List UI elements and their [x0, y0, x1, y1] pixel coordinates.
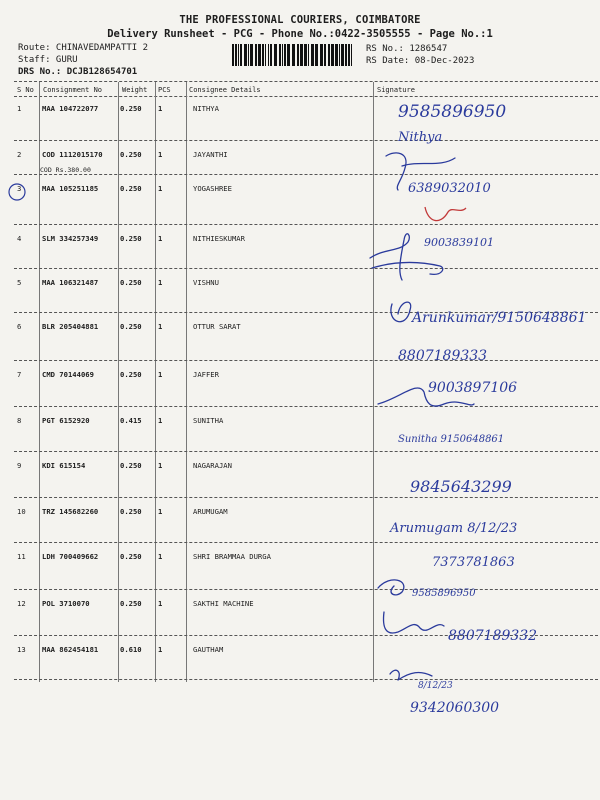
sig-phone: 8807189332 — [448, 628, 538, 644]
signature-scribble — [384, 612, 444, 633]
row-consignment: CMD 70144069 — [42, 370, 94, 379]
row-weight: 0.250 — [120, 370, 142, 379]
circle-mark — [9, 184, 25, 200]
col-weight: Weight — [122, 86, 148, 94]
row-sno: 13 — [17, 645, 26, 654]
row-sno: 3 — [17, 184, 22, 193]
row-consignment: PGT 6152920 — [42, 416, 90, 425]
row-consignee: JAYANTHI — [193, 150, 228, 159]
row-sno: 11 — [17, 552, 26, 561]
col-consignment: Consignment No — [43, 86, 103, 94]
signature-scribble — [391, 302, 411, 322]
sig-phone: 9342060300 — [410, 700, 500, 716]
row-pcs: 1 — [158, 370, 163, 379]
row-sno: 9 — [17, 461, 22, 470]
row-sno: 12 — [17, 599, 26, 608]
row-sno: 4 — [17, 234, 22, 243]
row-consignee: SUNITHA — [193, 416, 224, 425]
row-sno: 8 — [17, 416, 22, 425]
row-sno: 5 — [17, 278, 22, 287]
row-weight: 0.250 — [120, 104, 142, 113]
sig-phone: 6389032010 — [408, 181, 491, 196]
row-pcs: 1 — [158, 278, 163, 287]
row-sno: 10 — [17, 507, 26, 516]
row-weight: 0.250 — [120, 599, 142, 608]
row-weight: 0.250 — [120, 234, 142, 243]
row-consignment: MAA 104722077 — [42, 104, 99, 113]
row-consignment: KDI 615154 — [42, 461, 86, 470]
row-pcs: 1 — [158, 234, 163, 243]
route-label: Route: CHINAVEDAMPATTI 2 — [18, 43, 149, 53]
col-sno: S No — [17, 86, 34, 94]
sig-phone: 7373781863 — [432, 555, 515, 570]
row-consignment: POL 3710070 — [42, 599, 90, 608]
sig-phone: 9585896950 — [412, 588, 476, 599]
row-consignee: NAGARAJAN — [193, 461, 232, 470]
row-consignment: MAA 105251185 — [42, 184, 99, 193]
row-weight: 0.610 — [120, 645, 142, 654]
row-sno: 6 — [17, 322, 22, 331]
row-weight: 0.250 — [120, 150, 142, 159]
row-weight: 0.250 — [120, 552, 142, 561]
col-consignee: Consignee Details — [189, 86, 261, 94]
row-consignee: YOGASHREE — [193, 184, 232, 193]
sig-phone: 8807189333 — [398, 348, 488, 364]
row-pcs: 1 — [158, 599, 163, 608]
row-pcs: 1 — [158, 645, 163, 654]
company-title: THE PROFESSIONAL COURIERS, COIMBATORE — [179, 14, 421, 26]
staff-label: Staff: GURU — [18, 55, 78, 65]
row-consignee: SAKTHI MACHINE — [193, 599, 254, 608]
row-consignee: GAUTHAM — [193, 645, 224, 654]
row-consignment: SLM 334257349 — [42, 234, 99, 243]
sig-phone: 9003897106 — [428, 380, 518, 396]
row-consignment: COD 1112015170 — [42, 150, 103, 159]
drs-number: DRS No.: DCJB128654701 — [18, 67, 138, 77]
row-weight: 0.250 — [120, 184, 142, 193]
row-weight: 0.250 — [120, 322, 142, 331]
row-pcs: 1 — [158, 461, 163, 470]
signature-scribble — [390, 670, 432, 680]
row-weight: 0.250 — [120, 507, 142, 516]
sig-name: Arumugam 8/12/23 — [390, 521, 518, 536]
sig-name: Sunitha 9150648861 — [398, 434, 505, 445]
row-consignee: NITHIESKUMAR — [193, 234, 245, 243]
col-pcs: PCS — [158, 86, 171, 94]
row-consignee: ARUMUGAM — [193, 507, 228, 516]
row-pcs: 1 — [158, 322, 163, 331]
row-consignee: VISHNU — [193, 278, 219, 287]
red-check-mark — [425, 207, 466, 221]
signature-scribble — [378, 580, 404, 595]
row-consignment: LDH 700409662 — [42, 552, 99, 561]
row-consignment: TRZ 145682260 — [42, 507, 99, 516]
row-consignee: SHRI BRAMMAA DURGA — [193, 552, 271, 561]
sig-phone: 9003839101 — [424, 236, 494, 249]
row-consignee: NITHYA — [193, 104, 219, 113]
row-consignee: OTTUR SARAT — [193, 322, 241, 331]
sig-phone: 9845643299 — [410, 477, 512, 496]
row-consignee: JAFFER — [193, 370, 219, 379]
row-cod-note: COD Rs.380.00 — [40, 166, 91, 174]
row-consignment: MAA 106321487 — [42, 278, 99, 287]
row-consignment: BLR 205404881 — [42, 322, 99, 331]
rs-date: RS Date: 08-Dec-2023 — [366, 56, 475, 66]
rs-number: RS No.: 1286547 — [366, 44, 448, 54]
row-sno: 2 — [17, 150, 22, 159]
row-pcs: 1 — [158, 507, 163, 516]
sig-name: Nithya — [398, 130, 443, 145]
row-pcs: 1 — [158, 184, 163, 193]
row-pcs: 1 — [158, 104, 163, 113]
col-signature: Signature — [377, 86, 415, 94]
row-weight: 0.250 — [120, 278, 142, 287]
row-pcs: 1 — [158, 552, 163, 561]
sig-phone: 9585896950 — [398, 102, 507, 122]
sig-date: 8/12/23 — [418, 681, 453, 691]
runsheet-subtitle: Delivery Runsheet - PCG - Phone No.:0422-3505555 - Page No.:1 — [107, 28, 493, 40]
row-pcs: 1 — [158, 416, 163, 425]
row-pcs: 1 — [158, 150, 163, 159]
row-sno: 7 — [17, 370, 22, 379]
row-sno: 1 — [17, 104, 22, 113]
row-weight: 0.415 — [120, 416, 142, 425]
row-weight: 0.250 — [120, 461, 142, 470]
row-consignment: MAA 862454181 — [42, 645, 99, 654]
sig-name: Arunkumar/9150648861 — [412, 310, 587, 326]
